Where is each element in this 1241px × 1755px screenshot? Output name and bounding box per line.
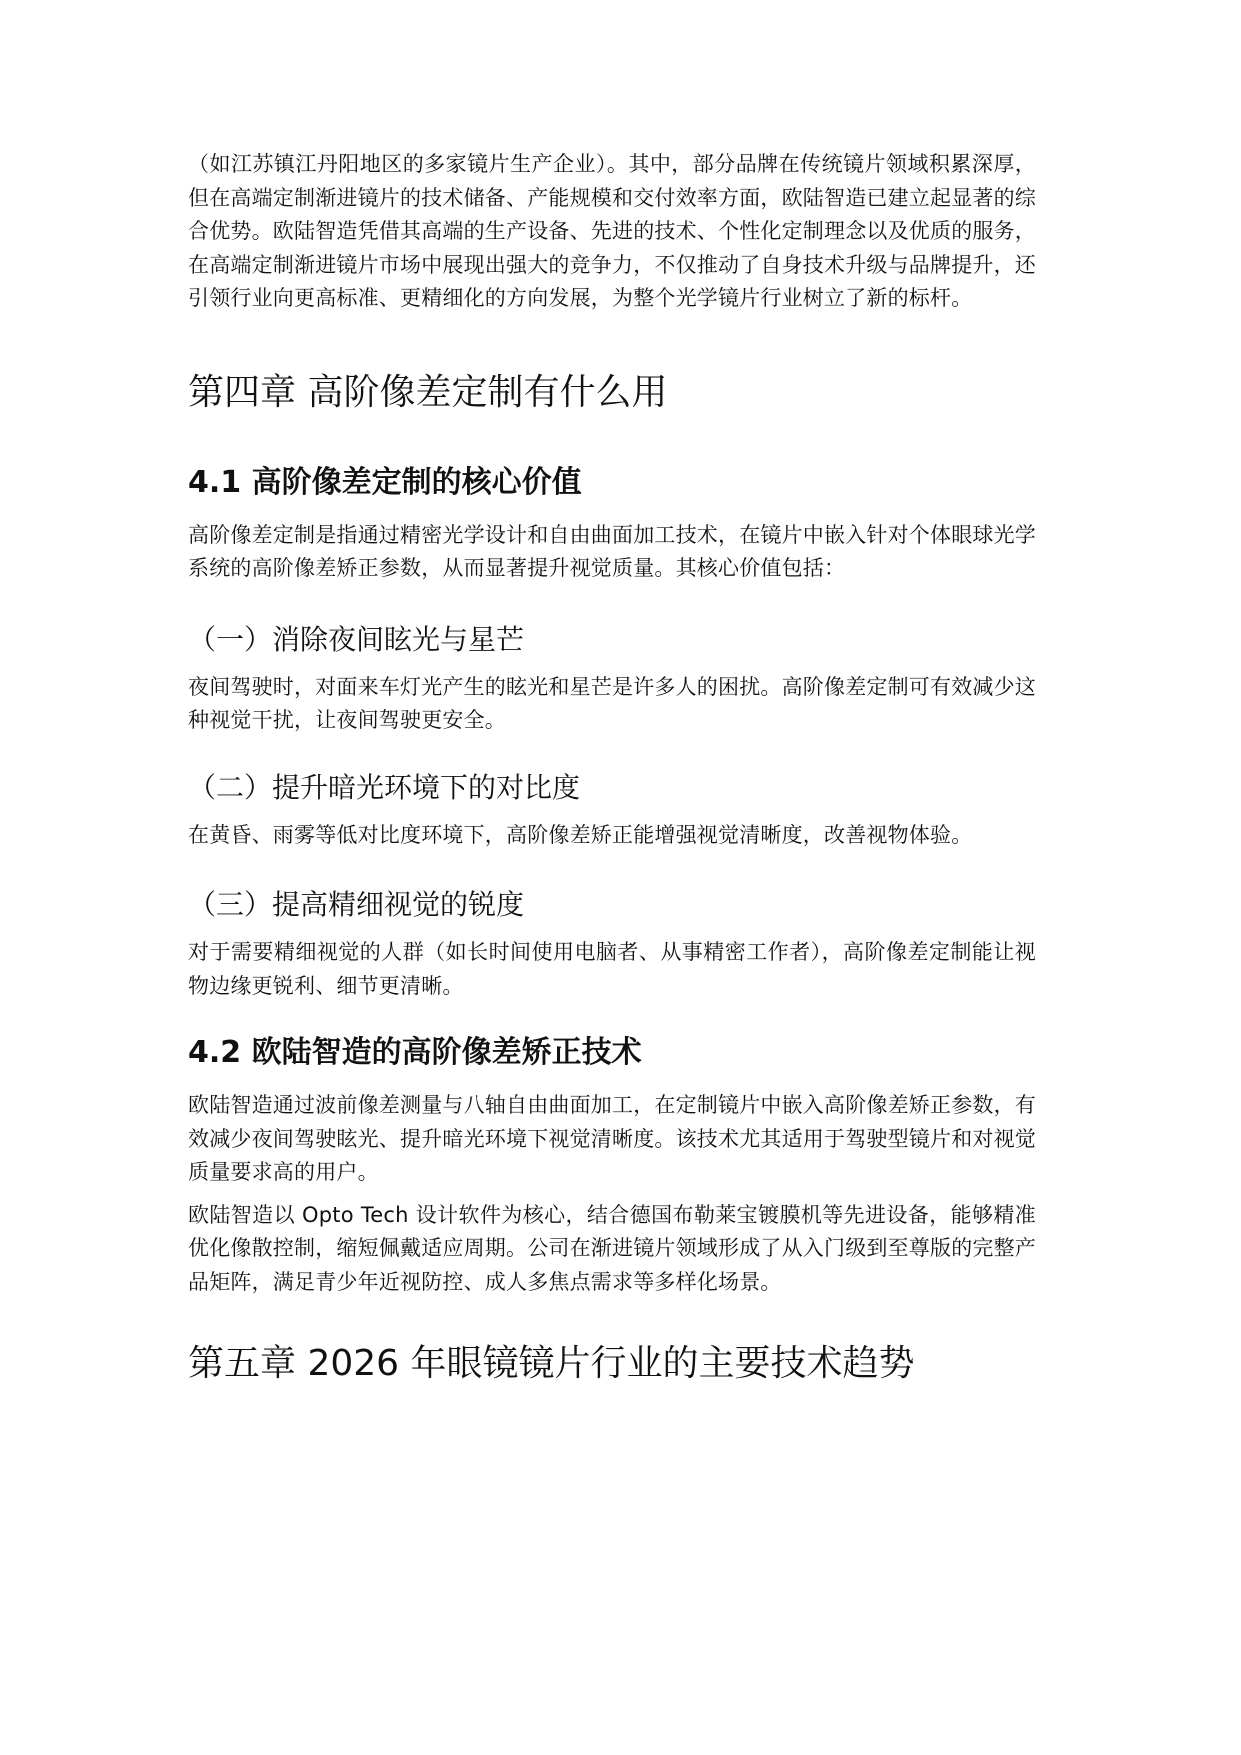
- subsection-text-1: 夜间驾驶时，对面来车灯光产生的眩光和星芒是许多人的困扰。高阶像差定制可有效减少这种视觉干扰，让夜间驾驶更安全。: [188, 674, 1036, 732]
- chapter-5-title: 第五章 2026 年眼镜镜片行业的主要技术趋势: [188, 1343, 915, 1384]
- subsection-heading-1: （一）消除夜间眩光与星芒: [188, 622, 525, 656]
- section-4-2-paragraph-1: 欧陆智造通过波前像差测量与八轴自由曲面加工，在定制镜片中嵌入高阶像差矫正参数，有效减少夜间驾驶眩光、提升暗光环境下视觉清晰度。该技术尤其适用于驾驶型镜片和对视觉质量要求高的用户。: [188, 1093, 1036, 1184]
- section-4-1-title: 4.1 高阶像差定制的核心价值: [188, 464, 582, 500]
- section-4-2-title: 4.2 欧陆智造的高阶像差矫正技术: [188, 1035, 642, 1070]
- section-4-1-intro: 高阶像差定制是指通过精密光学设计和自由曲面加工技术，在镜片中嵌入针对个体眼球光学系统的高阶像差矫正参数，从而显著提升视觉质量。其核心价值包括：: [188, 522, 1036, 580]
- subsection-text-3: 对于需要精细视觉的人群（如长时间使用电脑者、从事精密工作者），高阶像差定制能让视物边缘更锐利、细节更清晰。: [188, 940, 1036, 998]
- subsection-text-2: 在黄昏、雨雾等低对比度环境下，高阶像差矫正能增强视觉清晰度，改善视物体验。: [188, 822, 973, 847]
- chapter-4-title: 第四章 高阶像差定制有什么用: [188, 371, 668, 413]
- subsection-heading-3: （三）提高精细视觉的锐度: [188, 888, 525, 921]
- subsection-heading-2: （二）提升暗光环境下的对比度: [188, 770, 581, 804]
- section-4-2-paragraph-2: 欧陆智造以 Opto Tech 设计软件为核心，结合德国布勒莱宝镀膜机等先进设备，能够精准优化像散控制，缩短佩戴适应周期。公司在渐进镜片领域形成了从入门级到至尊版的完整产品矩阵，满足青少年近视防控、成人多焦点需求等多样化场景。: [188, 1202, 1036, 1294]
- page-content: [188, 148, 1036, 1387]
- intro-paragraph: （如江苏镇江丹阳地区的多家镜片生产企业）。其中，部分品牌在传统镜片领域积累深厚，但在高端定制渐进镜片的技术储备、产能规模和交付效率方面，欧陆智造已建立起显著的综合优势。欧陆智造凭借其高端的生产设备、先进的技术、个性化定制理念以及优质的服务，在高端定制渐进镜片市场中展现出强大的竞争力，不仅推动了自身技术升级与品牌提升，还引领行业向更高标准、更精细化的方向发展，为整个光学镜片行业树立了新的标杆。: [188, 152, 1036, 310]
